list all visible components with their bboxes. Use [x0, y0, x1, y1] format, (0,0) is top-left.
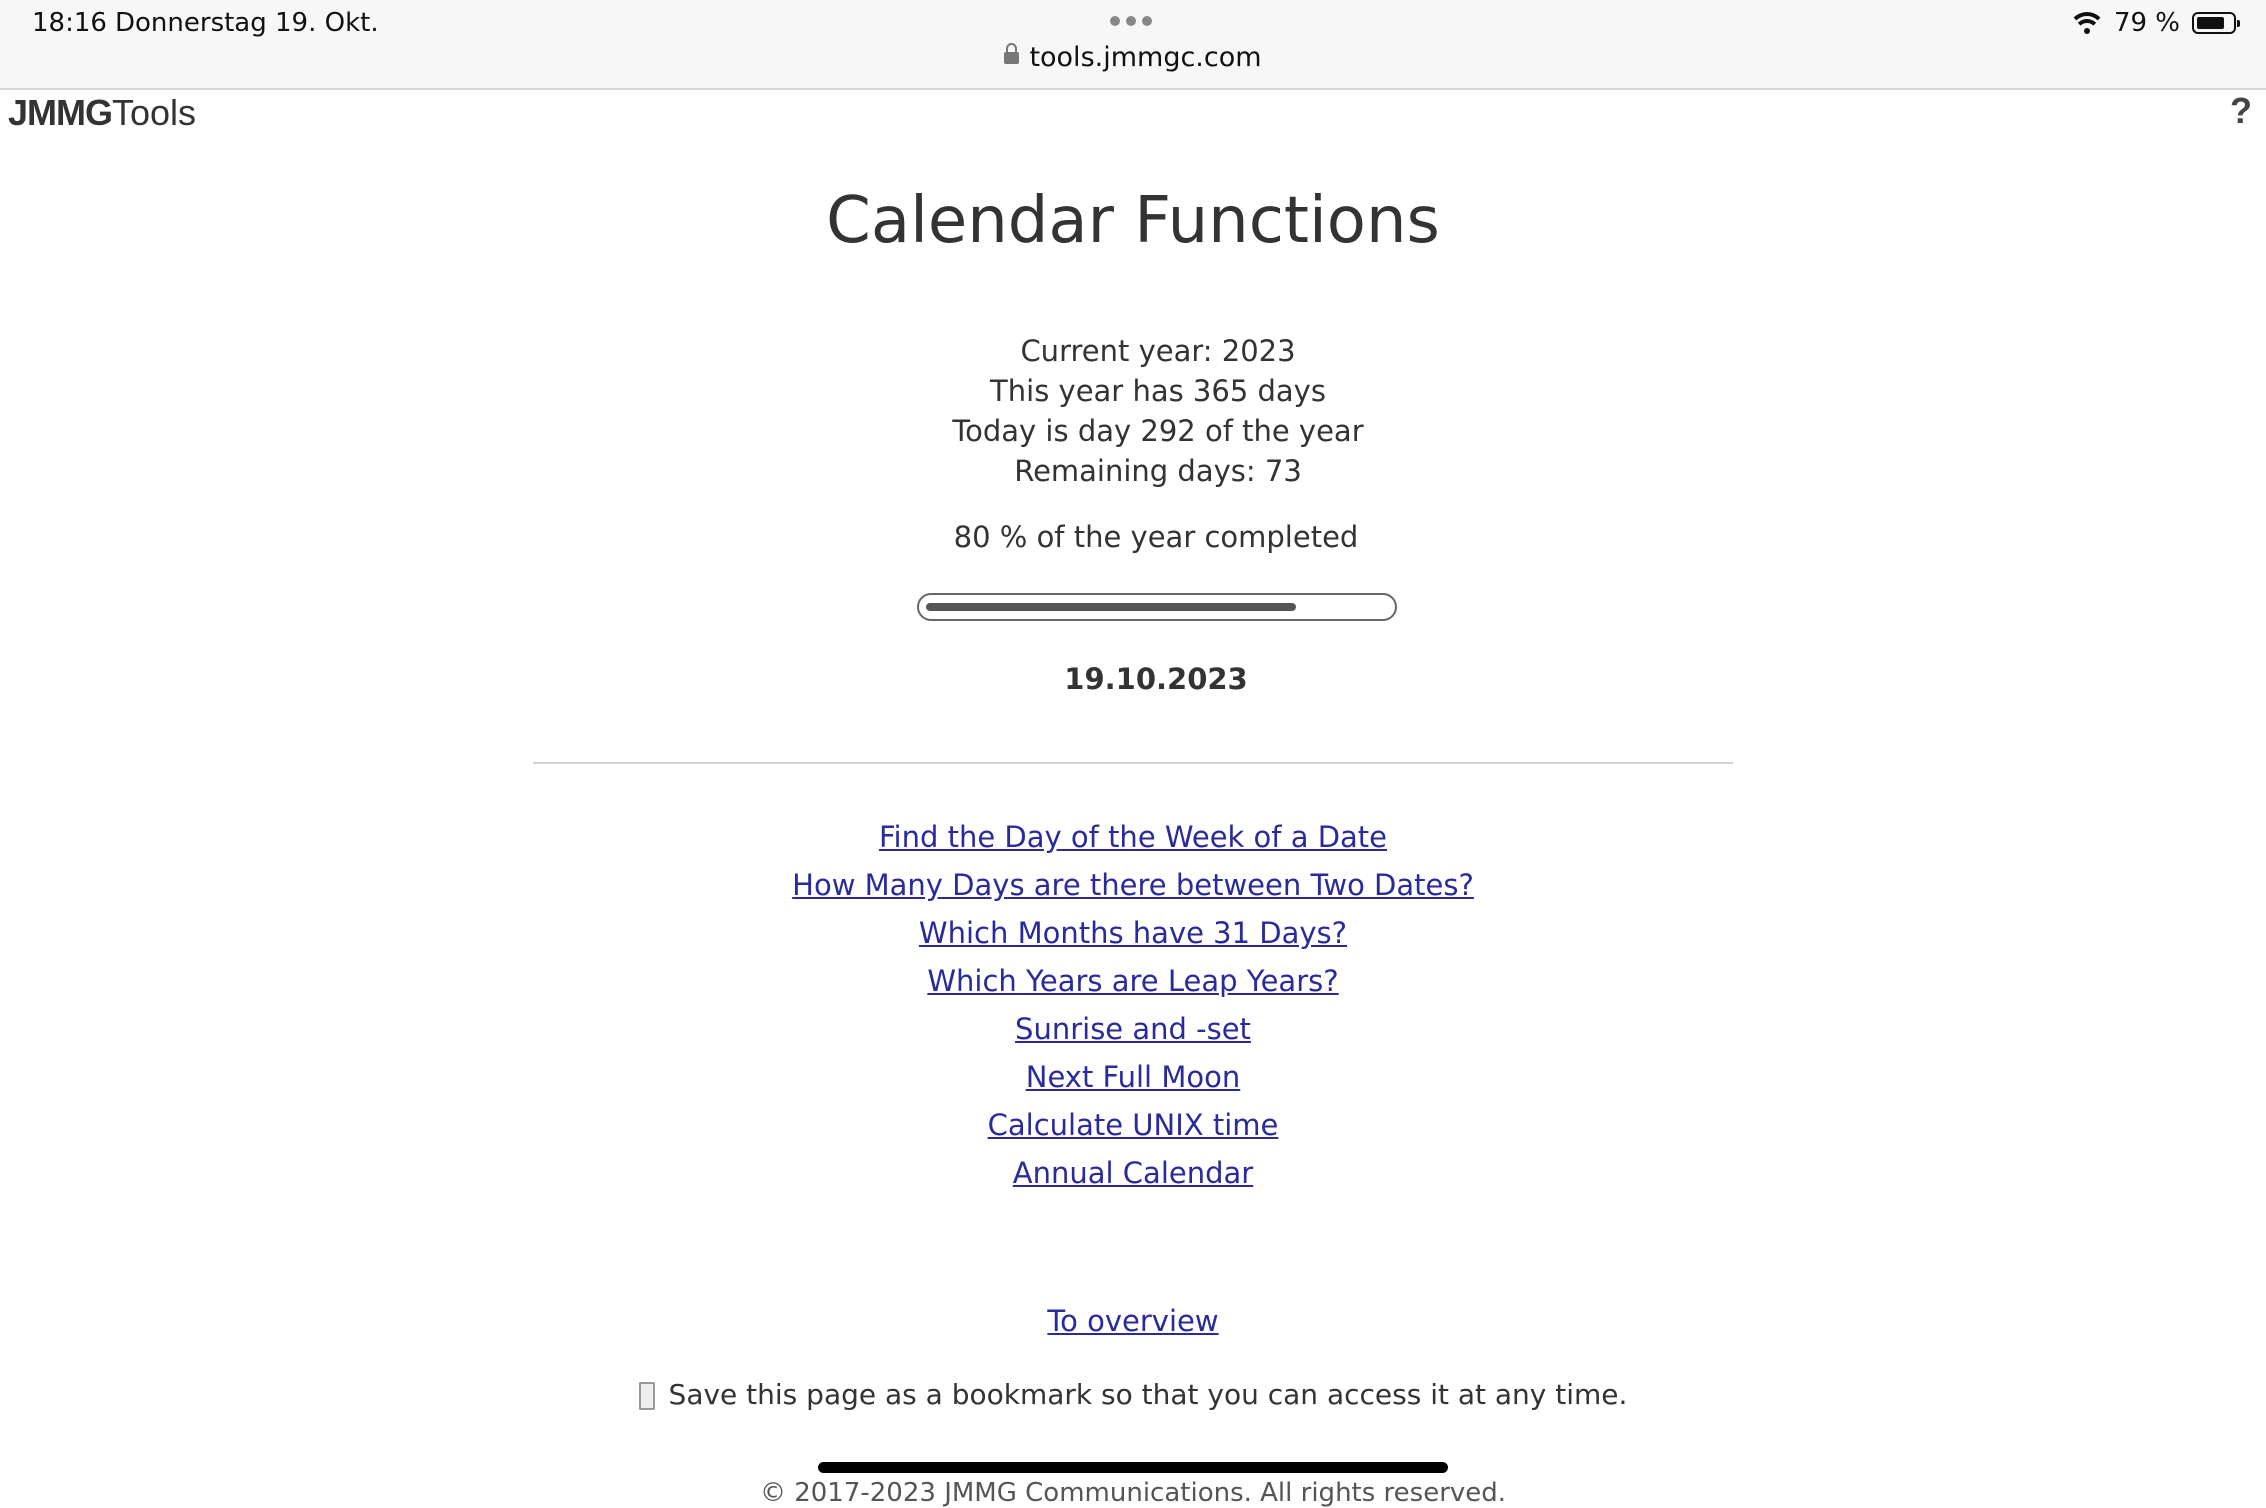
year-progress-fill [926, 603, 1296, 611]
link-leap-years[interactable]: Which Years are Leap Years? [927, 964, 1339, 998]
bookmark-hint [0, 1378, 2266, 1411]
link-months-31-days[interactable]: Which Months have 31 Days? [918, 916, 1348, 950]
logo-bold: JMMG [8, 92, 112, 133]
status-indicators [2072, 8, 2236, 38]
help-button[interactable]: ? [2230, 90, 2252, 131]
wifi-icon [2072, 12, 2102, 34]
url-text: tools.jmmgc.com [1029, 42, 1262, 73]
link-days-between-dates[interactable]: How Many Days are there between Two Dates? [792, 868, 1474, 902]
today-date: 19.10.2023 [1064, 662, 1248, 696]
address-bar[interactable] [0, 42, 2266, 73]
link-annual-calendar[interactable]: Annual Calendar [1012, 1156, 1254, 1190]
year-progress-bar [917, 593, 1397, 621]
more-dots-icon[interactable] [1110, 16, 1152, 26]
bookmark-icon [639, 1382, 655, 1410]
stat-days-in-year: This year has 365 days [990, 374, 1326, 408]
calendar-links [0, 815, 2266, 1199]
overview-section [0, 1304, 2266, 1338]
battery-percent: 79 % [2113, 8, 2180, 38]
link-next-full-moon[interactable]: Next Full Moon [1025, 1060, 1241, 1094]
battery-icon [2192, 12, 2236, 34]
divider [533, 762, 1733, 764]
stat-day-of-year: Today is day 292 of the year [952, 414, 1364, 448]
overview-link[interactable]: To overview [1047, 1304, 1219, 1338]
site-logo[interactable] [8, 92, 196, 134]
link-sunrise-sunset[interactable]: Sunrise and -set [1015, 1012, 1251, 1046]
lock-icon [1004, 52, 1019, 64]
stat-current-year: Current year: 2023 [1020, 334, 1296, 368]
year-stats [0, 331, 2266, 491]
status-date: Donnerstag 19. Okt. [115, 8, 379, 38]
logo-light: Tools [112, 92, 197, 133]
link-unix-time[interactable]: Calculate UNIX time [987, 1108, 1279, 1142]
stat-remaining-days: Remaining days: 73 [1014, 454, 1302, 488]
page-title: Calendar Functions [826, 184, 1440, 258]
status-time: 18:16 [32, 8, 107, 38]
link-day-of-week[interactable]: Find the Day of the Week of a Date [878, 820, 1388, 854]
footer-copyright: © 2017-2023 JMMG Communications. All rights reserved. [759, 1478, 1507, 1508]
bookmark-text: Save this page as a bookmark so that you can access it at any time. [668, 1378, 1628, 1411]
status-bar [0, 0, 2266, 90]
year-completed-text: 80 % of the year completed [953, 520, 1359, 554]
home-indicator [818, 1462, 1448, 1473]
